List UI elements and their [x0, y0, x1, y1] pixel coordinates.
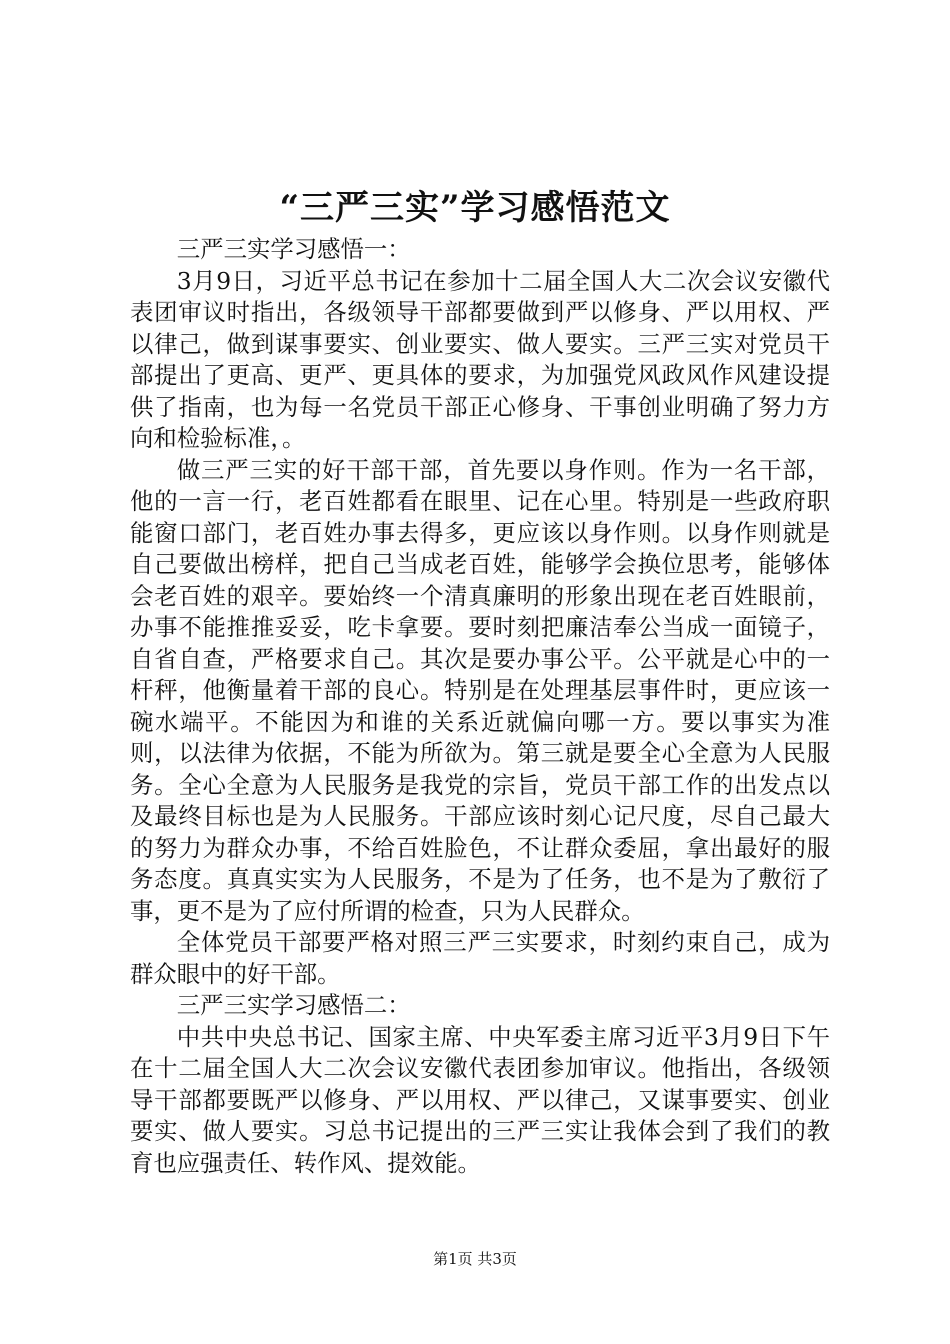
- paragraph: 3月9日，习近平总书记在参加十二届全国人大二次会议安徽代表团审议时指出，各级领导干部都要做到严以修身、严以用权、严以律己，做到谋事要实、创业要实、做人要实。三严三实对党员干部提出了更高、更严、更具体的要求，为加强党风政风作风建设提供了指南，也为每一名党员干部正心修身、干事创业明确了努力方向和检验标准，。: [130, 266, 830, 452]
- paragraph: 做三严三实的好干部干部，首先要以身作则。作为一名干部，他的一言一行，老百姓都看在眼里、记在心里。特别是一些政府职能窗口部门，老百姓办事去得多，更应该以身作则。以身作则就是自己要做出榜样，把自己当成老百姓，能够学会换位思考，能够体会老百姓的艰辛。要始终一个清真廉明的形象出现在老百姓眼前，办事不能推推妥妥，吃卡拿要。要时刻把廉洁奉公当成一面镜子，自省自查，严格要求自己。其次是要办事公平。公平就是心中的一杆秤，他衡量着干部的良心。特别是在处理基层事件时，更应该一碗水端平。不能因为和谁的关系近就偏向哪一方。要以事实为准则，以法律为依据，不能为所欲为。第三就是要全心全意为人民服务。全心全意为人民服务是我党的宗旨，党员干部工作的出发点以及最终目标也是为人民服务。干部应该时刻心记尺度，尽自己最大的努力为群众办事，不给百姓脸色，不让群众委屈，拿出最好的服务态度。真真实实为人民服务，不是为了任务，也不是为了敷衍了事，更不是为了应付所谓的检查，只为人民群众。: [130, 455, 830, 925]
- document-body: [130, 234, 830, 1179]
- section-heading-2: 三严三实学习感悟二：: [176, 991, 411, 1019]
- document-title: “三严三实”学习感悟范文: [279, 188, 671, 228]
- page-number-footer: 第1页 共3页: [433, 1250, 517, 1268]
- paragraph: 全体党员干部要严格对照三严三实要求，时刻约束自己，成为群众眼中的好干部。: [130, 928, 830, 988]
- section-heading-1: 三严三实学习感悟一：: [176, 235, 411, 263]
- paragraph: 中共中央总书记、国家主席、中央军委主席习近平3月9日下午在十二届全国人大二次会议安徽代表团参加审议。他指出，各级领导干部都要既严以修身、严以用权、严以律己，又谋事要实、创业要实、做人要实。习总书记提出的三严三实让我体会到了我们的教育也应强责任、转作风、提效能。: [130, 1022, 830, 1177]
